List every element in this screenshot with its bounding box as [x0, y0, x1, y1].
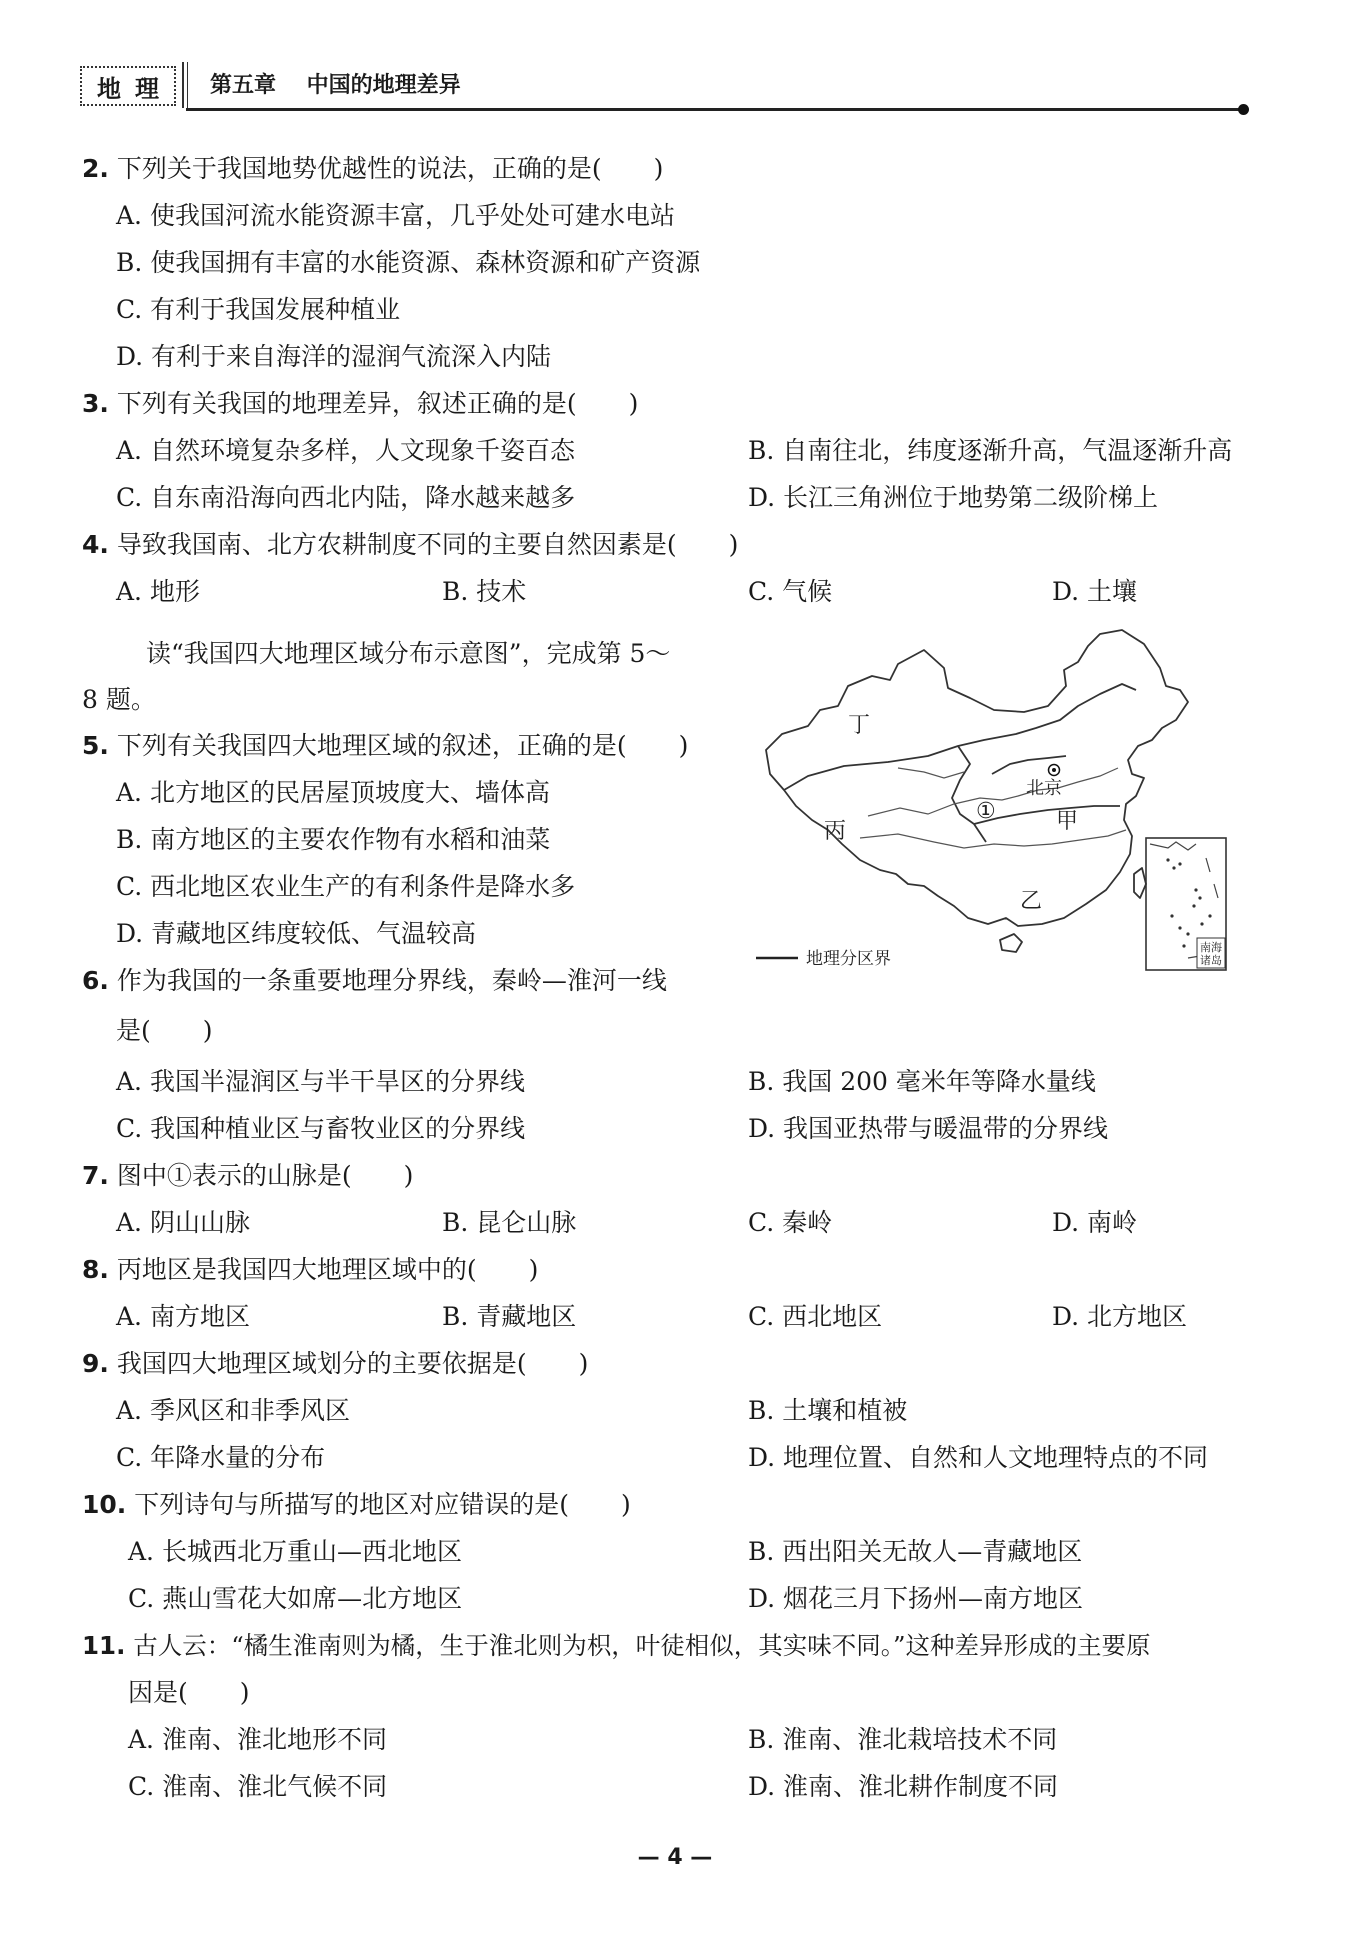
option: D. 我国亚热带与暖温带的分界线 [748, 1114, 1109, 1143]
reading-instruction-cont: 8 题。 [82, 685, 156, 714]
question-5-stem [82, 730, 688, 762]
option: B. 南方地区的主要农作物有水稻和油菜 [116, 825, 551, 854]
option: A. 阴山山脉 [116, 1208, 250, 1237]
option: C. 西北地区 [748, 1302, 883, 1331]
option: B. 使我国拥有丰富的水能资源、森林资源和矿产资源 [116, 248, 701, 277]
question-paren-close: ) [621, 1490, 631, 1519]
option: A. 我国半湿润区与半干旱区的分界线 [116, 1067, 525, 1096]
hainan-island [1000, 934, 1022, 952]
header-separator [182, 62, 188, 108]
region-boundary [784, 684, 1136, 790]
taiwan-island [1134, 868, 1146, 898]
question-9-stem [82, 1348, 588, 1380]
question-number: 7. [82, 1161, 109, 1190]
question-2-stem [82, 153, 663, 185]
map-label-ding: 丁 [848, 713, 871, 738]
china-regions-map [748, 628, 1230, 976]
option: C. 西北地区农业生产的有利条件是降水多 [116, 872, 576, 901]
option: D. 有利于来自海洋的湿润气流深入内陆 [116, 342, 552, 371]
option: B. 青藏地区 [442, 1302, 577, 1331]
question-text: 我国四大地理区域划分的主要依据是( [116, 1349, 527, 1378]
option: C. 淮南、淮北气候不同 [128, 1772, 388, 1801]
option: A. 地形 [116, 577, 200, 606]
chapter-title: 第五章 中国的地理差异 [210, 73, 461, 98]
region-boundary [952, 746, 986, 842]
option: D. 南岭 [1052, 1208, 1138, 1237]
question-number: 6. [82, 966, 109, 995]
question-number: 11. [82, 1631, 126, 1660]
option: B. 我国 200 毫米年等降水量线 [748, 1067, 1096, 1096]
question-paren-close: ) [728, 530, 739, 559]
legend-label: 地理分区界 [806, 949, 891, 969]
option: D. 长江三角洲位于地势第二级阶梯上 [748, 483, 1159, 512]
map-label-bing: 丙 [824, 819, 847, 844]
map-label-jia: 甲 [1056, 809, 1079, 834]
map-label-mountain-1: ① [976, 799, 996, 824]
question-paren-close: ) [528, 1255, 539, 1284]
question-text: 下列关于我国地势优越性的说法，正确的是( [116, 154, 602, 183]
question-3-stem [82, 388, 638, 420]
option: D. 烟花三月下扬州—南方地区 [748, 1584, 1084, 1613]
option: A. 南方地区 [116, 1302, 250, 1331]
river [860, 830, 1126, 848]
question-text-cont: 因是( [128, 1678, 188, 1707]
option: D. 淮南、淮北耕作制度不同 [748, 1772, 1059, 1801]
region-boundary [974, 806, 1120, 824]
option: C. 有利于我国发展种植业 [116, 295, 401, 324]
map-label-beijing: 北京 [1026, 778, 1062, 799]
question-number: 9. [82, 1349, 109, 1378]
option: A. 长城西北万重山—西北地区 [128, 1537, 462, 1566]
inset-label: 南海 诸岛 [1200, 941, 1222, 967]
question-paren-close: ) [678, 731, 689, 760]
option: B. 西出阳关无故人—青藏地区 [748, 1537, 1083, 1566]
question-number: 3. [82, 389, 109, 418]
header-rule-dot [1238, 104, 1249, 115]
option: D. 北方地区 [1052, 1302, 1188, 1331]
subject-label-box [80, 66, 176, 106]
river [898, 768, 964, 778]
question-text: 导致我国南、北方农耕制度不同的主要自然因素是( [116, 530, 677, 559]
page-number: — 4 — [637, 1845, 713, 1870]
reading-instruction: 读“我国四大地理区域分布示意图”，完成第 5～ [146, 639, 671, 668]
question-paren-close: ) [403, 1161, 414, 1190]
subject-label: 地理 [97, 74, 173, 103]
option: C. 自东南沿海向西北内陆，降水越来越多 [116, 483, 576, 512]
option: D. 土壤 [1052, 577, 1138, 606]
option: B. 土壤和植被 [748, 1396, 908, 1425]
question-paren-close: ) [653, 154, 664, 183]
question-text: 图中①表示的山脉是( [116, 1161, 352, 1190]
question-text-cont: 是( [116, 1016, 151, 1045]
option: A. 淮南、淮北地形不同 [128, 1725, 387, 1754]
question-11-stem-cont [128, 1677, 250, 1709]
option: B. 昆仑山脉 [442, 1208, 577, 1237]
option: C. 燕山雪花大如席—北方地区 [128, 1584, 463, 1613]
question-number: 5. [82, 731, 109, 760]
question-paren-close: ) [202, 1016, 213, 1045]
question-number: 4. [82, 530, 109, 559]
option: D. 青藏地区纬度较低、气温较高 [116, 919, 477, 948]
question-6-stem [82, 965, 667, 997]
question-text: 下列诗句与所描写的地区对应错误的是( [134, 1490, 570, 1519]
question-number: 10. [82, 1490, 127, 1519]
question-text: 作为我国的一条重要地理分界线，秦岭—淮河一线 [116, 966, 667, 995]
option: C. 气候 [748, 577, 833, 606]
question-text: 下列有关我国的地理差异，叙述正确的是( [116, 389, 577, 418]
question-6-stem-cont [116, 1015, 213, 1047]
option: C. 我国种植业区与畜牧业区的分界线 [116, 1114, 526, 1143]
beijing-marker-center [1052, 768, 1056, 772]
question-11-stem [82, 1630, 1151, 1662]
option: C. 年降水量的分布 [116, 1443, 326, 1472]
question-8-stem [82, 1254, 538, 1286]
option: A. 使我国河流水能资源丰富，几乎处处可建水电站 [116, 201, 675, 230]
question-number: 8. [82, 1255, 109, 1284]
option: A. 自然环境复杂多样，人文现象千姿百态 [116, 436, 575, 465]
map-label-yi: 乙 [1020, 889, 1043, 914]
header-rule [186, 108, 1244, 111]
option: B. 自南往北，纬度逐渐升高，气温逐渐升高 [748, 436, 1233, 465]
option: A. 北方地区的民居屋顶坡度大、墙体高 [116, 778, 550, 807]
option: B. 技术 [442, 577, 527, 606]
question-paren-close: ) [628, 389, 639, 418]
question-4-stem [82, 529, 738, 561]
question-text: 古人云：“橘生淮南则为橘，生于淮北则为枳，叶徒相似，其实味不同。”这种差异形成的主要原 [133, 1631, 1151, 1660]
china-outline [766, 630, 1188, 926]
question-number: 2. [82, 154, 109, 183]
question-paren-close: ) [578, 1349, 589, 1378]
question-text: 丙地区是我国四大地理区域中的( [116, 1255, 477, 1284]
question-10-stem [82, 1489, 631, 1521]
inset-islands [1166, 858, 1211, 947]
question-text: 下列有关我国四大地理区域的叙述，正确的是( [116, 731, 627, 760]
option: A. 季风区和非季风区 [116, 1396, 350, 1425]
question-7-stem [82, 1160, 413, 1192]
option: D. 地理位置、自然和人文地理特点的不同 [748, 1443, 1209, 1472]
question-paren-close: ) [239, 1678, 250, 1707]
option: C. 秦岭 [748, 1208, 833, 1237]
inset-coast [1150, 842, 1196, 850]
option: B. 淮南、淮北栽培技术不同 [748, 1725, 1058, 1754]
